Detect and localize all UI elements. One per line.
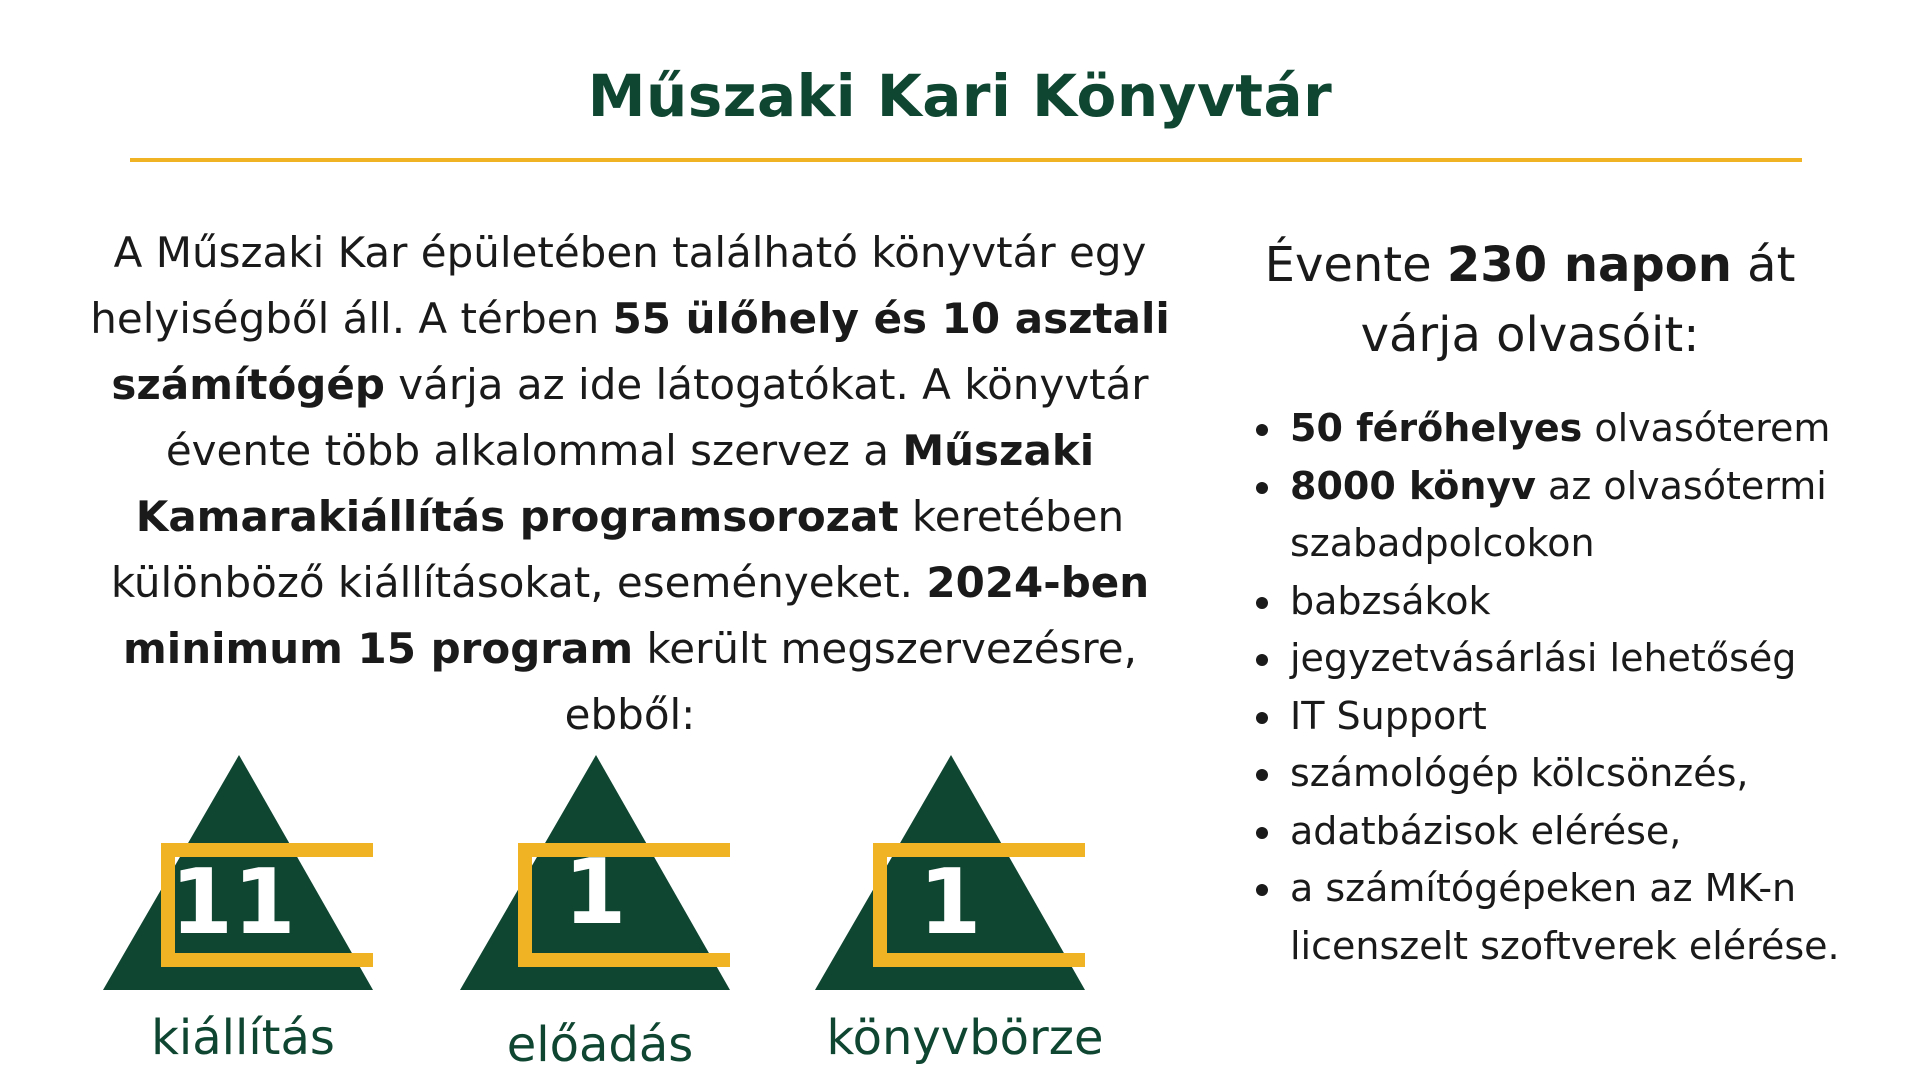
bullet-icon: [1256, 654, 1268, 666]
heading-text-post: át várja olvasóit:: [1360, 237, 1796, 363]
list-item-text: jegyzetvásárlási lehetőség: [1290, 636, 1797, 680]
bullet-icon: [1256, 769, 1268, 781]
list-item: [1250, 860, 1890, 975]
list-item: [1250, 630, 1890, 688]
list-item-bold: 50 férőhelyes: [1290, 406, 1583, 450]
list-item-text: a számítógépeken az MK-n licenszelt szoftverek elérése.: [1290, 866, 1840, 968]
stat-label: kiállítás: [151, 1010, 335, 1066]
list-item: [1250, 458, 1890, 573]
list-item-text: IT Support: [1290, 693, 1487, 738]
title-divider: [130, 158, 1802, 162]
list-item: [1250, 688, 1890, 746]
opening-days-heading: [1225, 230, 1835, 370]
bullet-icon: [1256, 597, 1268, 609]
intro-text-3: keretében különböző kiállításokat, eseményeket.: [110, 492, 1125, 607]
bullet-icon: [1256, 827, 1268, 839]
intro-text-2: várja az ide látogatókat. A könyvtár évente több alkalommal szervez a: [165, 360, 1149, 475]
list-item: [1250, 745, 1890, 803]
stat-label: előadás: [506, 1017, 694, 1073]
stat-label: könyvbörze: [826, 1010, 1104, 1066]
list-item-text: számológép kölcsönzés,: [1290, 751, 1749, 795]
services-list: [1250, 400, 1890, 975]
bullet-icon: [1256, 424, 1268, 436]
intro-paragraph: [80, 220, 1180, 748]
intro-bold-program-count: 2024-ben minimum 15 program: [123, 558, 1150, 673]
list-item: [1250, 400, 1890, 458]
intro-text-1: A Műszaki Kar épületében található könyvtár egy helyiségből áll. A térben: [90, 228, 1147, 343]
list-item-text: olvasóterem: [1582, 406, 1831, 450]
stat-value: 11: [170, 850, 296, 955]
stat-exhibitions: [103, 755, 403, 1075]
list-item: [1250, 803, 1890, 861]
intro-bold-seats: 55 ülőhely és 10 asztali számítógép: [111, 294, 1170, 409]
intro-text-4: került megszervezésre, ebből:: [564, 624, 1137, 739]
bullet-icon: [1256, 482, 1268, 494]
stat-lectures: [460, 755, 760, 1075]
list-item-bold: 8000 könyv: [1290, 463, 1536, 508]
list-item-text: adatbázisok elérése,: [1290, 808, 1682, 853]
list-item-text: az olvasótermi szabadpolcokon: [1290, 463, 1827, 565]
page-title: Műszaki Kari Könyvtár: [587, 62, 1333, 130]
heading-text-pre: Évente: [1264, 237, 1447, 293]
stat-book-fairs: [815, 755, 1115, 1075]
bullet-icon: [1256, 884, 1268, 896]
intro-bold-program-series: Műszaki Kamarakiállítás programsorozat: [135, 426, 1095, 541]
stat-value: 1: [918, 850, 982, 955]
heading-bold-days: 230 napon: [1446, 237, 1732, 293]
list-item: [1250, 573, 1890, 631]
bullet-icon: [1256, 712, 1268, 724]
stat-value: 1: [563, 840, 627, 945]
list-item-text: babzsákok: [1290, 578, 1491, 623]
